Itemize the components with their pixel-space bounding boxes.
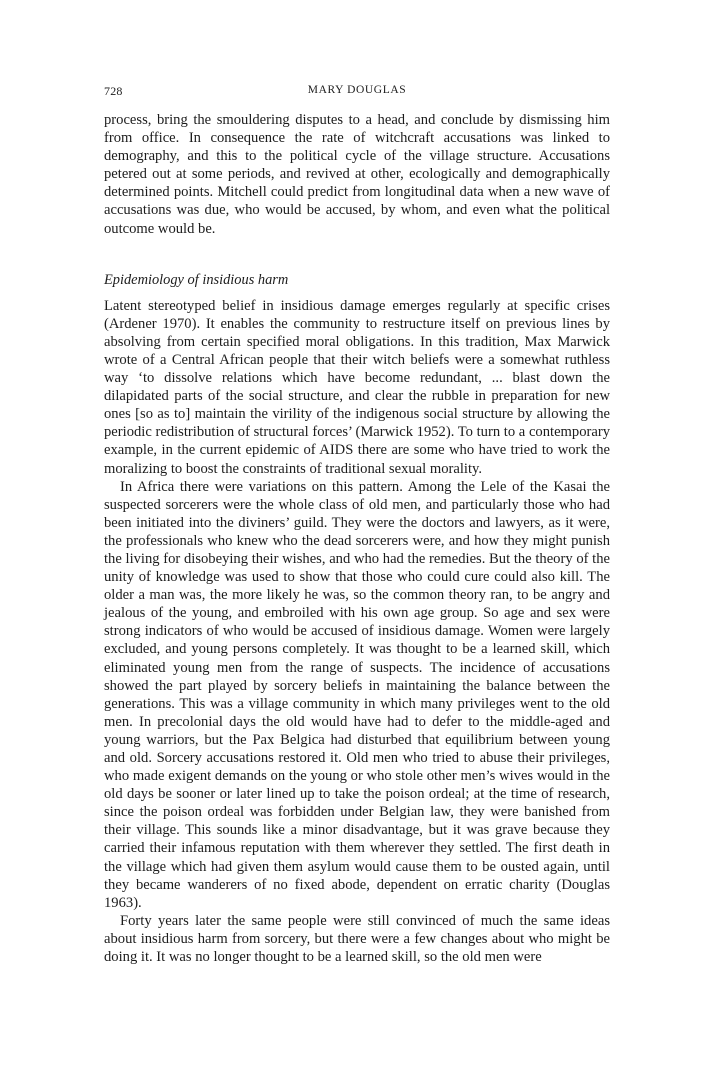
- paragraph-4: Forty years later the same people were still convinced of much the same ideas about insidious harm from sorcery, but there were a few changes about who might be doing it. It was no longer thought to be a learned skill, so the old men were: [104, 912, 610, 966]
- running-header: [104, 84, 610, 102]
- running-title: MARY DOUGLAS: [307, 84, 407, 96]
- section-heading: Epidemiology of insidious harm: [104, 271, 289, 288]
- paragraph-2: Latent stereotyped belief in insidious damage emerges regularly at specific crises (Ardener 1970). It enables the community to restructure itself on previous lines by absolving from certain specified moral obligations. In this tradition, Max Marwick wrote of a Central African people that their witch beliefs were a somewhat ruthless way ‘to dissolve relations which have become redundant, ... blast down the dilapidated parts of the social structure, and clear the rubble in preparation for new ones [so as to] maintain the virility of the indigenous social structure by allowing the periodic redistribution of structural forces’ (Marwick 1952). To turn to a contemporary example, in the current epidemic of AIDS there are some who have tried to work the moralizing to boost the constraints of traditional sexual morality.: [104, 297, 610, 477]
- paragraph-3: In Africa there were variations on this pattern. Among the Lele of the Kasai the suspected sorcerers were the whole class of old men, and particularly those who had been initiated into the diviners’ guild. They were the doctors and lawyers, as it were, the professionals who knew who the dead sorcerers were, and how they might punish the living for disobeying their wishes, and who had the remedies. But the theory of the unity of knowledge was used to show that those who could cure could also kill. The older a man was, the more likely he was, so the common theory ran, to be angry and jealous of the young, and embroiled with his own age group. So age and sex were strong indicators of who would be accused of insidious damage. Women were largely excluded, and young persons completely. It was thought to be a learned skill, which eliminated young men from the range of suspects. The incidence of accusations showed the part played by sorcery beliefs in maintaining the balance between the generations. This was a village community in which many privileges went to the old men. In precolonial days the old would have had to defer to the middle-aged and young warriors, but the Pax Belgica had disturbed that equilibrium between young and old. Sorcery accusations restored it. Old men who tried to abuse their privileges, who made exigent demands on the young or who stole other men’s wives would in the old days be sooner or later lined up to take the poison ordeal; at the time of research, since the poison ordeal was forbidden under Belgian law, they were banished from their village. This sounds like a minor disadvantage, but it was grave because they carried their infamous reputation with them wherever they settled. The first death in the village which had given them asylum would cause them to be ousted again, until they became wanderers of no fixed abode, dependent on erratic charity (Douglas 1963).: [104, 478, 610, 911]
- page-number: 728: [104, 84, 123, 98]
- body-text: [104, 111, 610, 966]
- book-page: [104, 84, 610, 966]
- paragraph-1: process, bring the smouldering disputes to a head, and conclude by dismissing him from office. In consequence the rate of witchcraft accusations was linked to demography, and this to the political cycle of the village structure. Accusations petered out at some periods, and revived at other, ecologically and demographically determined points. Mitchell could predict from longitudinal data when a new wave of accusations was due, who would be accused, by whom, and even what the political outcome would be.: [104, 112, 610, 237]
